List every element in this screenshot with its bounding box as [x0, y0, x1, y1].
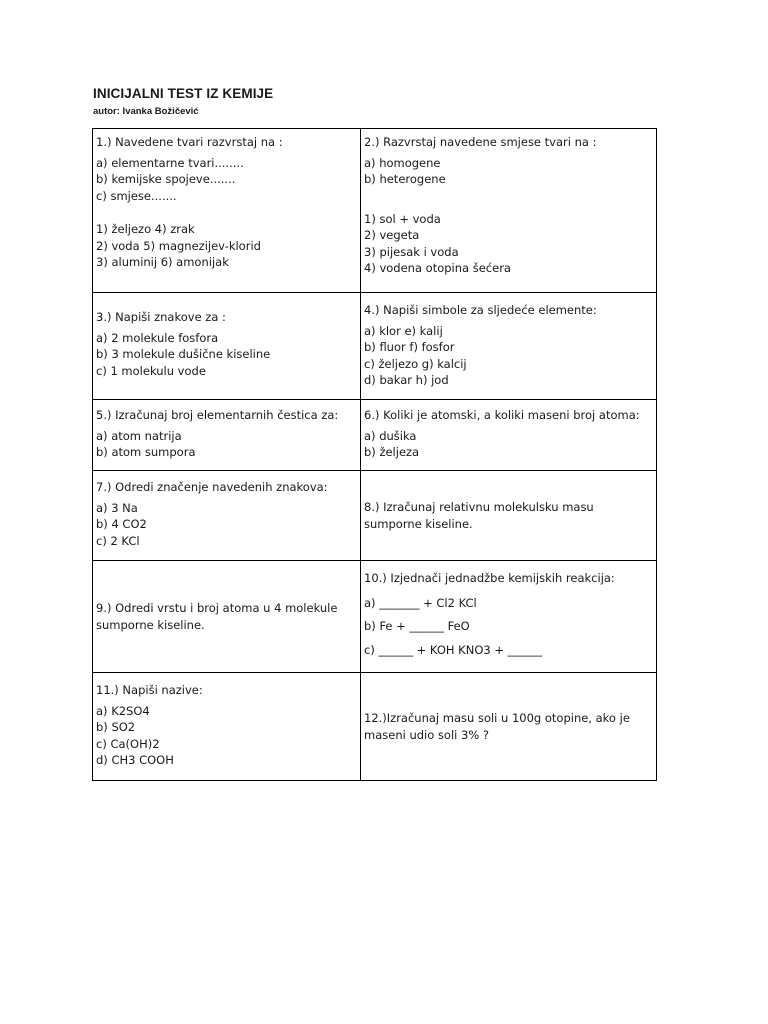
question-text: 10.) Izjednači jednadžbe kemijskih reakcija:	[364, 571, 615, 585]
option: a) klor e) kalij	[364, 323, 443, 338]
option: c) 2 KCl	[96, 533, 140, 548]
question-2	[361, 129, 655, 292]
author-line: autor: Ivanka Božičević	[93, 106, 199, 117]
question-8	[361, 471, 655, 560]
question-text: 1.) Navedene tvari razvrstaj na :	[96, 135, 283, 149]
question-1	[93, 129, 361, 292]
option: a) homogene	[364, 155, 441, 170]
question-text: maseni udio soli 3% ?	[364, 727, 490, 742]
equation: a) _______ + Cl2 KCl	[364, 595, 477, 610]
question-4	[361, 293, 655, 399]
option: a) K2SO4	[96, 703, 150, 718]
question-11	[93, 673, 361, 780]
question-3	[93, 293, 361, 399]
table-row	[93, 471, 656, 561]
option: b) SO2	[96, 720, 136, 734]
option: b) atom sumpora	[96, 445, 196, 459]
item: 1) željezo 4) zrak	[96, 222, 195, 236]
item: 3) pijesak i voda	[364, 244, 459, 259]
question-text: 3.) Napiši znakove za :	[96, 310, 226, 324]
question-12	[361, 673, 655, 780]
question-10	[361, 561, 655, 672]
question-text: 2.) Razvrstaj navedene smjese tvari na :	[364, 135, 597, 149]
question-text: 4.) Napiši simbole za sljedeće elemente:	[364, 303, 597, 317]
option: d) bakar h) jod	[364, 373, 449, 387]
test-table	[92, 128, 657, 781]
question-text: sumporne kiseline.	[96, 617, 205, 632]
option: a) elementarne tvari........	[96, 155, 244, 170]
question-text: 9.) Odredi vrstu i broj atoma u 4 molekule	[96, 601, 338, 615]
option: b) 3 molekule dušične kiseline	[96, 347, 271, 361]
option: c) željezo g) kalcij	[364, 356, 467, 371]
question-text: 5.) Izračunaj broj elementarnih čestica za:	[96, 408, 339, 422]
option: d) CH3 COOH	[96, 753, 174, 767]
option: c) Ca(OH)2	[96, 736, 160, 751]
question-9	[93, 561, 361, 672]
option: c) 1 molekulu vode	[96, 363, 206, 378]
table-row	[93, 561, 656, 673]
question-text: 6.) Koliki je atomski, a koliki maseni broj atoma:	[364, 408, 640, 422]
option: b) željeza	[364, 445, 420, 459]
option: b) 4 CO2	[96, 517, 147, 531]
option: b) heterogene	[364, 172, 446, 186]
table-row	[93, 293, 656, 400]
question-text: 12.)Izračunaj masu soli u 100g otopine, ako je	[364, 711, 630, 725]
item: 2) vegeta	[364, 228, 420, 242]
question-text: 11.) Napiši nazive:	[96, 683, 203, 697]
table-row	[93, 129, 656, 293]
option: b) fluor f) fosfor	[364, 340, 455, 354]
question-6	[361, 400, 655, 470]
question-5	[93, 400, 361, 470]
option: c) smjese.......	[96, 188, 177, 203]
item: 4) vodena otopina šećera	[364, 261, 511, 275]
question-text: 8.) Izračunaj relativnu molekulsku masu	[364, 500, 594, 514]
option: b) kemijske spojeve.......	[96, 172, 236, 186]
table-row	[93, 400, 656, 471]
question-text: 7.) Odredi značenje navedenih znakova:	[96, 480, 328, 494]
option: a) 2 molekule fosfora	[96, 330, 219, 345]
option: a) dušika	[364, 428, 417, 443]
page-title: INICIJALNI TEST IZ KEMIJE	[93, 86, 274, 101]
equation: c) ______ + KOH KNO3 + ______	[364, 642, 543, 657]
equation: b) Fe + ______ FeO	[364, 619, 470, 633]
question-text: sumporne kiseline.	[364, 516, 473, 531]
option: a) 3 Na	[96, 500, 138, 515]
item: 3) aluminij 6) amonijak	[96, 255, 229, 269]
item: 2) voda 5) magnezijev-klorid	[96, 238, 261, 253]
question-7	[93, 471, 361, 560]
table-row	[93, 673, 656, 780]
item: 1) sol + voda	[364, 211, 441, 226]
option: a) atom natrija	[96, 428, 182, 443]
